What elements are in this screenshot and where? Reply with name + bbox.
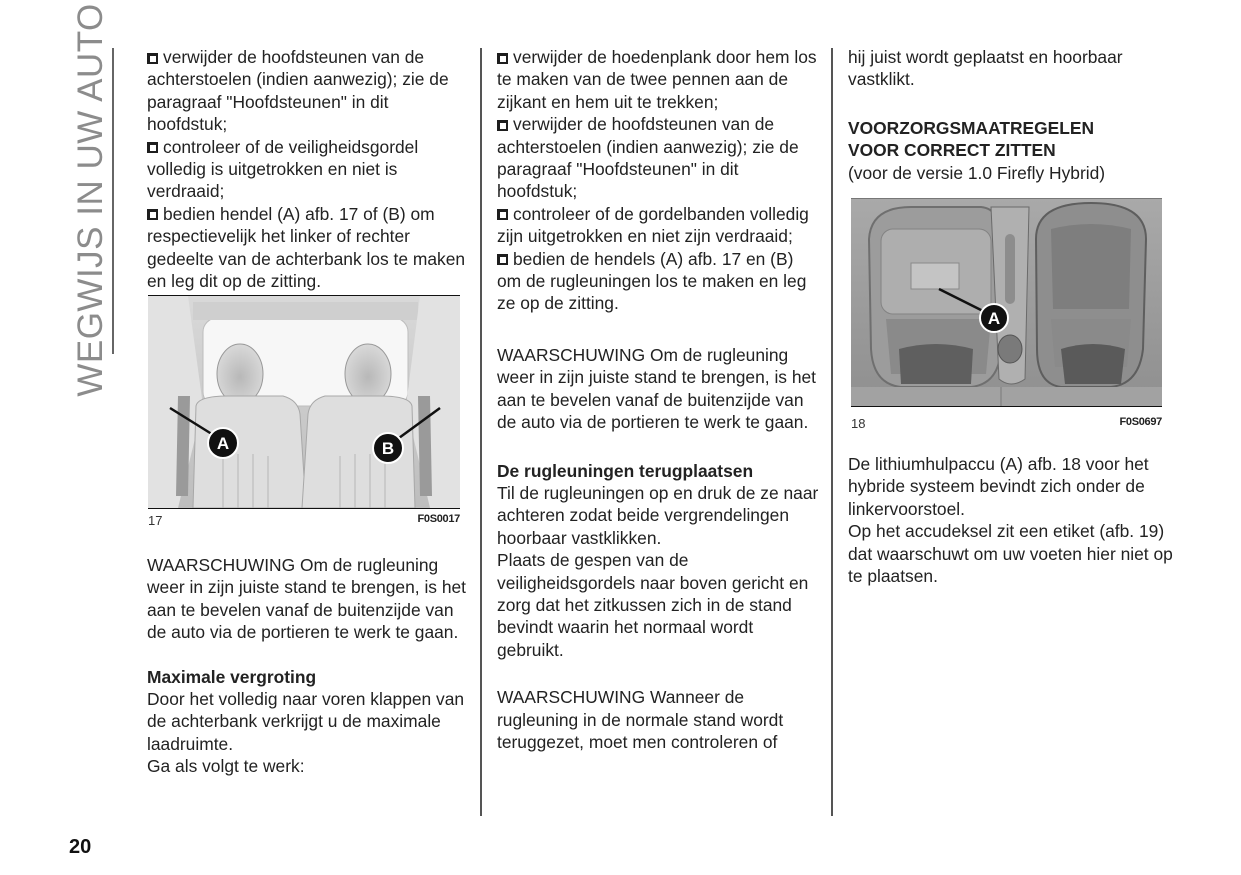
column-divider-2 xyxy=(831,48,833,816)
section-subheading: (voor de versie 1.0 Firefly Hybrid) xyxy=(848,162,1106,183)
figure-18-image xyxy=(851,198,1162,407)
bullet-item: bedien de hendels (A) afb. 17 en (B) om de rugleuningen los te maken en leg ze op de zitting. xyxy=(497,248,807,314)
checkbox-bullet-icon xyxy=(497,254,508,265)
section-label-text: WEGWIJS IN UW AUTO xyxy=(71,3,110,397)
figure-17-image xyxy=(148,295,460,509)
checkbox-bullet-icon xyxy=(147,142,158,153)
warning-text: WAARSCHUWING Wanneer de rugleuning in de normale stand wordt teruggezet, moet men controleren of xyxy=(497,687,784,752)
figure-number: 18 xyxy=(851,416,866,431)
figure-code: F0S0697 xyxy=(1119,416,1162,428)
figure-17-caption xyxy=(148,513,460,528)
figure-number: 17 xyxy=(148,513,163,528)
front-seats-illustration xyxy=(851,199,1162,406)
checkbox-bullet-icon xyxy=(147,53,158,64)
column-1 xyxy=(147,46,467,292)
checkbox-bullet-icon xyxy=(147,209,158,220)
bullet-item: verwijder de hoedenplank door hem los te maken van de twee pennen aan de zijkant en hem uit te trekken; xyxy=(497,47,817,112)
bullet-item: controleer of de gordelbanden volledig zijn uitgetrokken en niet zijn verdraaid; xyxy=(497,203,809,247)
checkbox-bullet-icon xyxy=(497,120,508,131)
section-label-rule xyxy=(112,48,114,354)
section-heading: Maximale vergroting xyxy=(147,666,317,687)
paragraph: Til de rugleuningen op en druk de ze naar achteren zodat beide vergrendelingen hoorbaar vastklikken. xyxy=(497,482,819,548)
callout-b-label: B xyxy=(381,439,395,458)
paragraph: Plaats de gespen van de veiligheidsgordels naar boven gericht en zorg dat het zitkussen zich in de stand bevindt waarin het normaal wordt gebruikt. xyxy=(497,550,809,660)
column-1-lower xyxy=(147,554,467,778)
continuation-text: hij juist wordt geplaatst en hoorbaar vastklikt. xyxy=(848,47,1123,90)
column-2 xyxy=(497,46,822,753)
bullet-item: verwijder de hoofdsteunen van de achterstoelen (indien aanwezig); zie de paragraaf "Hoofdsteunen" in dit hoofdstuk; xyxy=(497,114,799,202)
paragraph: Ga als volgt te werk: xyxy=(147,756,305,777)
bullet-item: verwijder de hoofdsteunen van de achterstoelen (indien aanwezig); zie de paragraaf "Hoofdsteunen" in dit hoofdstuk; xyxy=(147,47,449,135)
section-heading-line-1: VOORZORGSMAATREGELEN xyxy=(848,117,1095,138)
column-3 xyxy=(848,46,1173,184)
bullet-item: controleer of de veiligheidsgordel volledig is uitgetrokken en niet is verdraaid; xyxy=(147,136,419,202)
column-3-lower xyxy=(848,453,1173,587)
callout-a-label: A xyxy=(987,309,1001,328)
paragraph: Door het volledig naar voren klappen van de achterbank verkrijgt u de maximale laadruimte. xyxy=(147,689,465,754)
checkbox-bullet-icon xyxy=(497,209,508,220)
paragraph: De lithiumhulpaccu (A) afb. 18 voor het hybride systeem bevindt zich onder de linkervoorstoel. xyxy=(848,454,1149,519)
section-heading: De rugleuningen terugplaatsen xyxy=(497,460,754,481)
paragraph: Op het accudeksel zit een etiket (afb. 19) dat waarschuwt om uw voeten hier niet op te plaatsen. xyxy=(848,521,1173,587)
column-divider-1 xyxy=(480,48,482,816)
warning-text: WAARSCHUWING Om de rugleuning weer in zijn juiste stand te brengen, is het aan te bevelen vanaf de buitenzijde van de auto via de portieren te werk te gaan. xyxy=(147,555,467,643)
bullet-item: bedien hendel (A) afb. 17 of (B) om respectievelijk het linker of rechter gedeelte van de achterbank los te maken en leg dit op de zitting. xyxy=(147,203,466,292)
rear-seats-illustration xyxy=(148,296,460,508)
figure-18 xyxy=(851,198,1162,431)
figure-17 xyxy=(148,295,460,528)
section-label xyxy=(71,3,110,397)
page-number: 20 xyxy=(69,836,92,858)
figure-18-caption xyxy=(851,416,1162,431)
figure-code: F0S0017 xyxy=(417,513,460,525)
section-heading-line-2: VOOR CORRECT ZITTEN xyxy=(848,140,1056,161)
warning-text: WAARSCHUWING Om de rugleuning weer in zijn juiste stand te brengen, is het aan te bevelen vanaf de buitenzijde van de auto via de portieren te werk te gaan. xyxy=(497,344,817,433)
callout-a-label: A xyxy=(216,434,230,453)
checkbox-bullet-icon xyxy=(497,53,508,64)
